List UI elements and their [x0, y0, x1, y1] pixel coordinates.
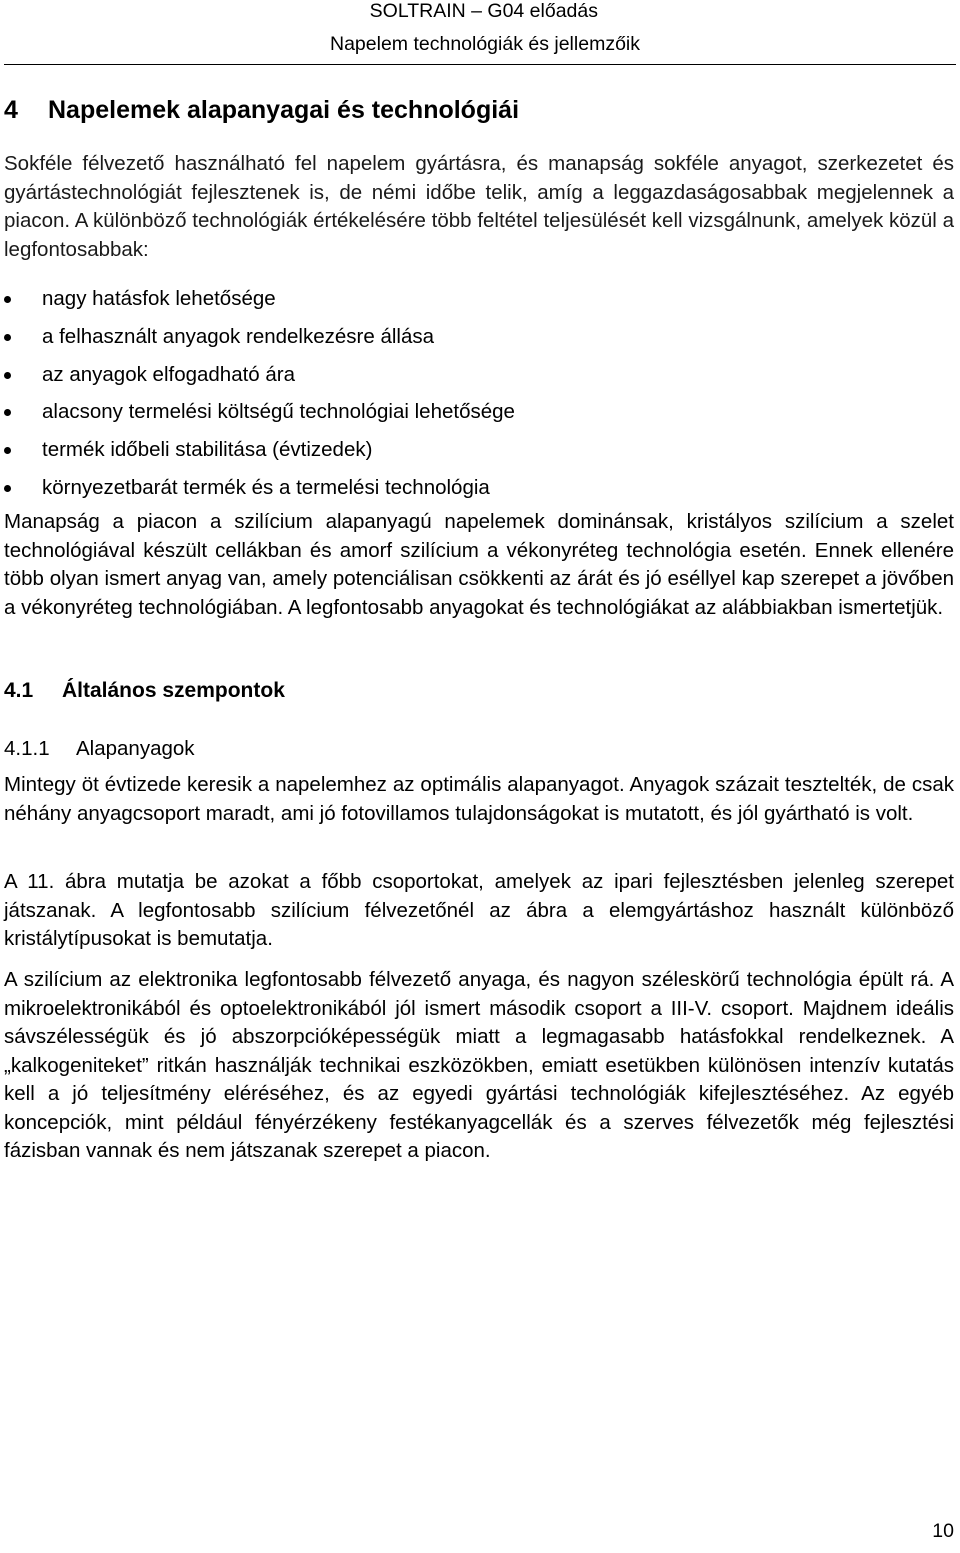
list-item: az anyagok elfogadható ára — [4, 361, 954, 399]
bullet-icon — [4, 296, 11, 303]
market-paragraph: Manapság a piacon a szilícium alapanyagú napelemek dominánsak, kristályos szilícium a szelet technológiával készült cellákban és amorf szilícium a vékonyréteg technológia esetén. Ennek ellenére több olyan ismert anyag van, amely potenciálisan csökkenti az árát és jó eséllyel kap szerepet a jövőben a vékonyréteg technológiában. A legfontosabb anyagokat és technológiákat az alábbiakban ismertetjük. — [4, 510, 954, 619]
bullet-icon — [4, 485, 11, 492]
list-item: a felhasznált anyagok rendelkezésre állása — [4, 323, 954, 361]
subsection-heading — [4, 678, 954, 704]
list-item: nagy hatásfok lehetősége — [4, 285, 954, 323]
list-item: termék időbeli stabilitása (évtizedek) — [4, 436, 954, 474]
header-subtitle: Napelem technológiák és jellemzőik — [330, 33, 640, 55]
section-title: Napelemek alapanyagai és technológiái — [48, 96, 520, 124]
list-item: környezetbarát termék és a termelési technológia — [4, 474, 954, 512]
bullet-icon — [4, 334, 11, 341]
subsection-number: 4.1 — [4, 679, 34, 702]
intro-paragraph: Sokféle félvezető használható fel napelem gyártásra, és manapság sokféle anyagot, szerkezetet és gyártástechnológiát fejlesztenek is, de némi időbe telik, amíg a leggazdaságosabbak megjelennek a piacon. A különböző technológiák értékelésére több feltétel teljesülését kell vizsgálnunk, amelyek közül a legfontosabbak: — [4, 152, 954, 261]
subsubsection-number: 4.1.1 — [4, 737, 50, 760]
subsection-title: Általános szempontok — [62, 679, 285, 702]
section-number: 4 — [4, 96, 18, 124]
materials-paragraph: Mintegy öt évtizede keresik a napelemhez az optimális alapanyagot. Anyagok százait tesztelték, de csak néhány anyagcsoport maradt, ami jó fotovillamos tulajdonságokat is mutatott, és jól gyártható is volt. — [4, 773, 954, 825]
subsubsection-title: Alapanyagok — [76, 737, 195, 760]
header-course-title: SOLTRAIN – G04 előadás — [369, 0, 598, 22]
header-rule — [4, 64, 956, 65]
list-item: alacsony termelési költségű technológiai lehetősége — [4, 398, 954, 436]
page-number: 10 — [932, 1520, 954, 1542]
subsubsection-heading — [4, 736, 954, 762]
criteria-list — [4, 285, 954, 512]
bullet-icon — [4, 372, 11, 379]
silicon-paragraph: A szilícium az elektronika legfontosabb félvezető anyaga, és nagyon széleskörű technológia épült rá. A mikroelektronikából és optoelektronikából jól ismert második csoport a III-V. csoport. Majdnem ideális sávszélességük és jó abszorpcióképességük miatt a legmagasabb hatásfokkal rendelkeznek. A „kalkogeniteket” ritkán használják technikai eszközökben, emiatt esetükben különösen intenzív kutatás kell a jó teljesítmény eléréséhez, és az egyedi gyártási technológiák kifejlesztéséhez. Az egyéb koncepciók, mint például fényérzékeny festékanyagcellák és a szerves félvezetők még fejlesztési fázisban vannak és nem játszanak szerepet a piacon. — [4, 968, 954, 1162]
figure-reference-paragraph: A 11. ábra mutatja be azokat a főbb csoportokat, amelyek az ipari fejlesztésben jelenleg szerepet játszanak. A legfontosabb szilícium félvezetőnél az ábra a elemgyártáshoz használt különböző kristálytípusokat is bemutatja. — [4, 870, 954, 950]
bullet-icon — [4, 409, 11, 416]
section-heading — [4, 95, 954, 125]
bullet-icon — [4, 447, 11, 454]
